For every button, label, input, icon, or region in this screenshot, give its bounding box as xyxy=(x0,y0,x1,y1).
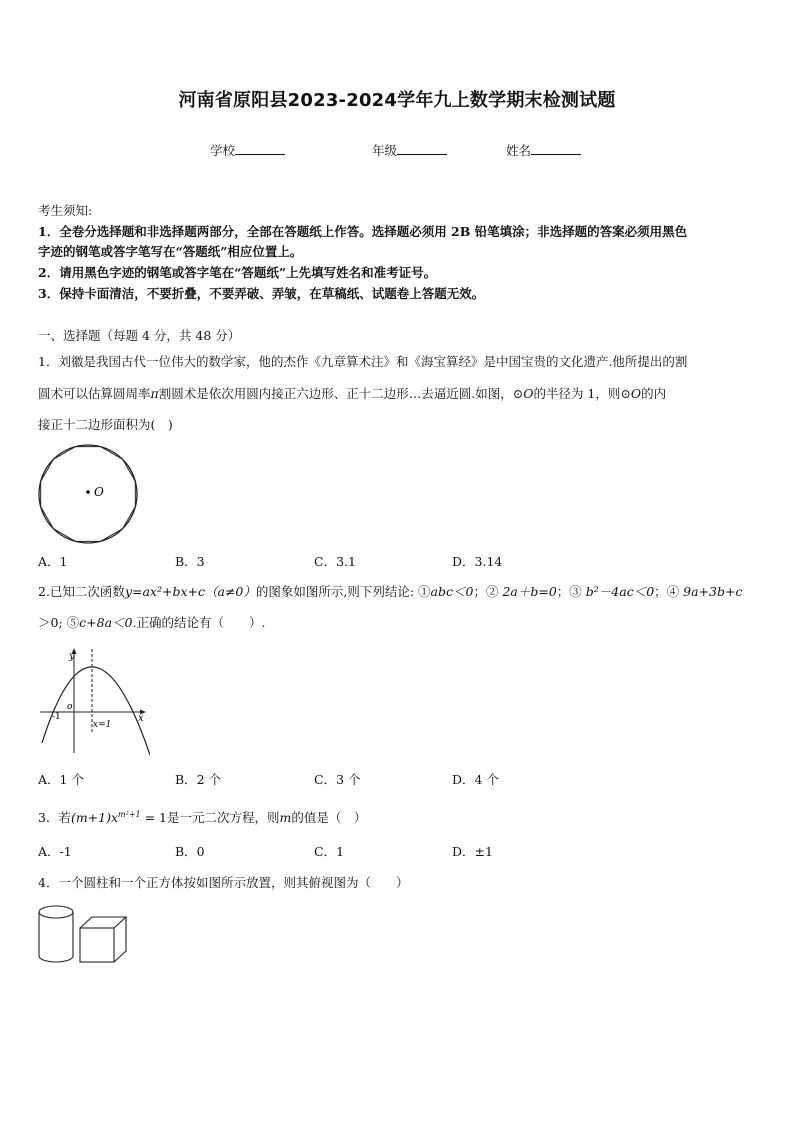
grade-label: 年级 xyxy=(372,143,398,158)
q2-options xyxy=(38,770,758,788)
cube-shape xyxy=(80,917,126,962)
notice-item-3: 3．保持卡面清洁，不要折叠，不要弄破、弄皱，在草稿纸、试题卷上答题无效。 xyxy=(38,286,485,301)
notice-item-1: 1．全卷分选择题和非选择题两部分，全部在答题纸上作答。选择题必须用 2B 铅笔填涂；非选择题的答案必须用黑色 xyxy=(38,224,688,239)
q1-figure-circle xyxy=(36,442,142,548)
q3-options xyxy=(38,842,758,860)
center-label: O xyxy=(94,485,104,499)
q3-expression: (m+1)x xyxy=(70,810,119,825)
page-title: 河南省原阳县2023-2024学年九上数学期末检测试题 xyxy=(178,90,616,111)
q1-option-b[interactable]: B．3 xyxy=(175,554,205,569)
q2-function: y=ax²+bx+c（a≠0） xyxy=(124,584,256,599)
notice-item-1-cont: 字迹的钢笔或答字笔写在“答题纸”相应位置上。 xyxy=(38,244,303,259)
q2-option-b[interactable]: B．2 个 xyxy=(175,772,222,787)
notice-item-2: 2．请用黑色字迹的钢笔或答字笔在“答题纸”上先填写姓名和准考证号。 xyxy=(38,265,437,280)
q4-line: 4．一个圆柱和一个正方体按如图所示放置，则其俯视图为（ ） xyxy=(38,875,409,890)
cylinder-shape xyxy=(39,906,73,962)
q2-option-c[interactable]: C．3 个 xyxy=(314,772,361,787)
q4-figure-cylinder-cube xyxy=(36,904,132,966)
q2-option-d[interactable]: D．4 个 xyxy=(452,772,499,787)
q3-option-c[interactable]: C．1 xyxy=(314,844,345,859)
symmetry-axis-label: x=1 xyxy=(93,720,112,730)
q1-options xyxy=(38,552,758,570)
q2-line-1: 2.已知二次函数y=ax²+bx+c（a≠0）的图象如图所示,则下列结论: ①abc＜0；② 2a＋b=0；③ b²－4ac＜0；④ 9a+3b+c xyxy=(38,584,743,599)
dodecagon-shape xyxy=(41,447,136,542)
pi-symbol: π xyxy=(150,386,159,401)
school-field xyxy=(210,141,285,159)
name-blank xyxy=(531,142,581,155)
y-axis-label: y xyxy=(69,651,75,662)
section-heading: 一、选择题（每题 4 分，共 48 分） xyxy=(38,328,241,343)
origin-label: o xyxy=(67,702,73,712)
q1-line-3: 接正十二边形面积为( ) xyxy=(38,417,173,432)
q1-option-c[interactable]: C．3.1 xyxy=(314,554,356,569)
school-label: 学校 xyxy=(210,143,236,158)
school-blank xyxy=(235,142,285,155)
x-axis-label: x xyxy=(138,713,144,724)
neg-one-label: -1 xyxy=(52,712,61,722)
q2-figure-parabola xyxy=(38,645,150,757)
q3-option-b[interactable]: B．0 xyxy=(175,844,205,859)
parabola-curve xyxy=(42,667,150,755)
q1-line-2: 圆术可以估算圆周率π割圆术是依次用圆内接正六边形、正十二边形…去逼近圆.如图，⊙O的半径为 1，则⊙O的内 xyxy=(38,386,667,401)
grade-field xyxy=(372,141,447,159)
q1-option-d[interactable]: D．3.14 xyxy=(452,554,503,569)
q3-option-a[interactable]: A．-1 xyxy=(38,844,72,859)
q2-option-a[interactable]: A．1 个 xyxy=(38,772,84,787)
grade-blank xyxy=(397,142,447,155)
q3-line: 3．若$(m+1)x^{m^2+1} = 1$是一元二次方程，则m的值是（ ） xyxy=(38,810,367,825)
q2-line-2: ＞0; ⑤c+8a＜0.正确的结论有（ ）. xyxy=(38,615,266,630)
q1-option-a[interactable]: A．1 xyxy=(38,554,68,569)
q1-line-1: 1．刘徽是我国古代一位伟大的数学家，他的杰作《九章算术注》和《海宝算经》是中国宝贵的文化遗产.他所提出的割 xyxy=(38,354,688,369)
name-field xyxy=(506,141,581,159)
name-label: 姓名 xyxy=(506,143,532,158)
notice-heading: 考生须知: xyxy=(38,203,93,218)
q3-option-d[interactable]: D．±1 xyxy=(452,844,493,859)
